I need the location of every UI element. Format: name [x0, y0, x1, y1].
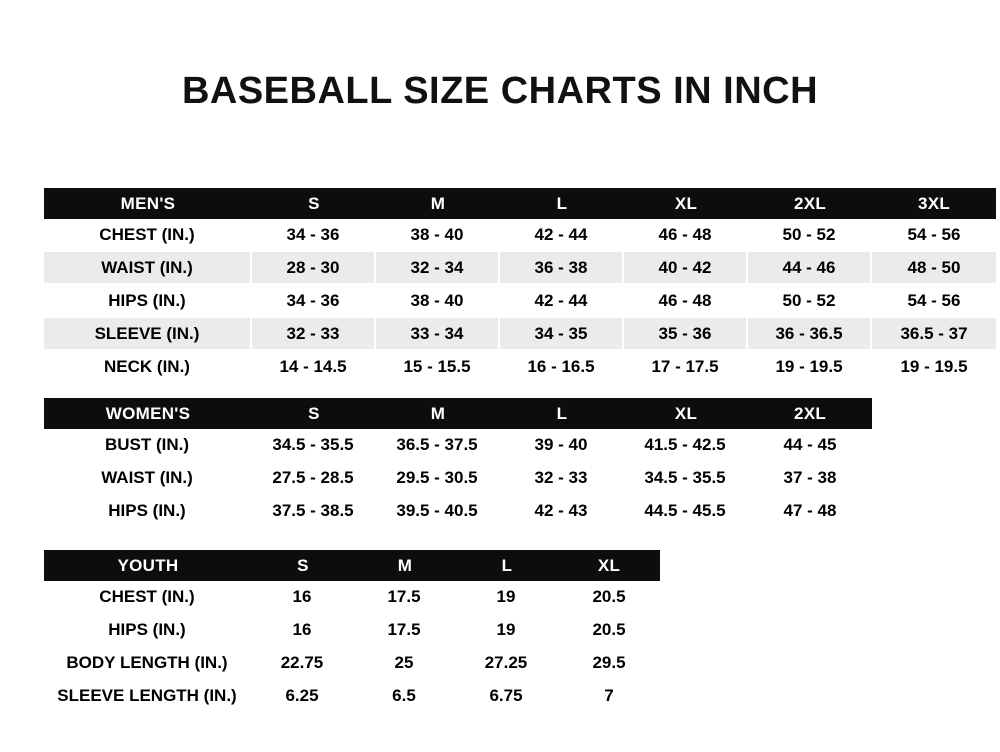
table-header-row: [44, 550, 660, 581]
header-size: 2XL: [748, 188, 872, 219]
measurement-cell: 15 - 15.5: [376, 351, 500, 382]
measurement-cell: 35 - 36: [624, 318, 748, 351]
measurement-cell: 32 - 33: [500, 462, 624, 495]
measurement-cell: 22.75: [252, 647, 354, 680]
measurement-cell: 36 - 38: [500, 252, 624, 285]
header-size: S: [252, 188, 376, 219]
measurement-cell: 42 - 44: [500, 285, 624, 318]
measurement-cell: 34.5 - 35.5: [252, 429, 376, 462]
measurement-cell: 50 - 52: [748, 285, 872, 318]
header-size: L: [500, 188, 624, 219]
header-category: YOUTH: [44, 550, 252, 581]
measurement-cell: 33 - 34: [376, 318, 500, 351]
youth-size-chart: [44, 550, 660, 711]
measurement-cell: 25: [354, 647, 456, 680]
measurement-cell: 6.75: [456, 680, 558, 711]
measurement-cell: 34 - 36: [252, 285, 376, 318]
measurement-cell: 19: [456, 581, 558, 614]
row-label: BODY LENGTH (IN.): [44, 647, 252, 680]
header-category: WOMEN'S: [44, 398, 252, 429]
header-size: M: [354, 550, 456, 581]
measurement-cell: 28 - 30: [252, 252, 376, 285]
mens-size-chart: [44, 188, 996, 382]
measurement-cell: 7: [558, 680, 660, 711]
measurement-cell: 38 - 40: [376, 219, 500, 252]
table-row: [44, 647, 660, 680]
measurement-cell: 20.5: [558, 581, 660, 614]
header-size: S: [252, 550, 354, 581]
womens-table: [44, 398, 872, 526]
header-size: M: [376, 398, 500, 429]
row-label: BUST (IN.): [44, 429, 252, 462]
header-size: L: [456, 550, 558, 581]
measurement-cell: 6.5: [354, 680, 456, 711]
measurement-cell: 39 - 40: [500, 429, 624, 462]
table-row: [44, 462, 872, 495]
row-label: HIPS (IN.): [44, 285, 252, 318]
measurement-cell: 42 - 43: [500, 495, 624, 526]
header-size: XL: [624, 188, 748, 219]
table-row: [44, 318, 996, 351]
measurement-cell: 42 - 44: [500, 219, 624, 252]
measurement-cell: 44 - 45: [748, 429, 872, 462]
measurement-cell: 17.5: [354, 614, 456, 647]
row-label: CHEST (IN.): [44, 581, 252, 614]
measurement-cell: 17.5: [354, 581, 456, 614]
row-label: WAIST (IN.): [44, 252, 252, 285]
table-row: [44, 429, 872, 462]
measurement-cell: 47 - 48: [748, 495, 872, 526]
row-label: SLEEVE (IN.): [44, 318, 252, 351]
measurement-cell: 41.5 - 42.5: [624, 429, 748, 462]
measurement-cell: 34.5 - 35.5: [624, 462, 748, 495]
measurement-cell: 40 - 42: [624, 252, 748, 285]
measurement-cell: 46 - 48: [624, 285, 748, 318]
measurement-cell: 44 - 46: [748, 252, 872, 285]
measurement-cell: 27.5 - 28.5: [252, 462, 376, 495]
measurement-cell: 34 - 35: [500, 318, 624, 351]
measurement-cell: 6.25: [252, 680, 354, 711]
measurement-cell: 50 - 52: [748, 219, 872, 252]
measurement-cell: 36.5 - 37.5: [376, 429, 500, 462]
table-row: [44, 680, 660, 711]
table-row: [44, 252, 996, 285]
row-label: SLEEVE LENGTH (IN.): [44, 680, 252, 711]
measurement-cell: 36 - 36.5: [748, 318, 872, 351]
measurement-cell: 34 - 36: [252, 219, 376, 252]
header-size: 2XL: [748, 398, 872, 429]
measurement-cell: 46 - 48: [624, 219, 748, 252]
measurement-cell: 27.25: [456, 647, 558, 680]
header-size: 3XL: [872, 188, 996, 219]
table-row: [44, 219, 996, 252]
measurement-cell: 36.5 - 37: [872, 318, 996, 351]
row-label: HIPS (IN.): [44, 614, 252, 647]
row-label: CHEST (IN.): [44, 219, 252, 252]
header-size: S: [252, 398, 376, 429]
page-title: BASEBALL SIZE CHARTS IN INCH: [181, 70, 819, 112]
measurement-cell: 54 - 56: [872, 219, 996, 252]
measurement-cell: 16 - 16.5: [500, 351, 624, 382]
measurement-cell: 29.5 - 30.5: [376, 462, 500, 495]
measurement-cell: 29.5: [558, 647, 660, 680]
measurement-cell: 48 - 50: [872, 252, 996, 285]
measurement-cell: 32 - 33: [252, 318, 376, 351]
header-size: XL: [624, 398, 748, 429]
header-size: XL: [558, 550, 660, 581]
table-row: [44, 614, 660, 647]
youth-table: [44, 550, 660, 711]
row-label: NECK (IN.): [44, 351, 252, 382]
table-row: [44, 581, 660, 614]
measurement-cell: 39.5 - 40.5: [376, 495, 500, 526]
header-size: L: [500, 398, 624, 429]
measurement-cell: 44.5 - 45.5: [624, 495, 748, 526]
row-label: HIPS (IN.): [44, 495, 252, 526]
table-header-row: [44, 398, 872, 429]
measurement-cell: 54 - 56: [872, 285, 996, 318]
measurement-cell: 37 - 38: [748, 462, 872, 495]
table-header-row: [44, 188, 996, 219]
header-category: MEN'S: [44, 188, 252, 219]
measurement-cell: 19: [456, 614, 558, 647]
womens-size-chart: [44, 398, 872, 526]
table-row: [44, 495, 872, 526]
measurement-cell: 14 - 14.5: [252, 351, 376, 382]
measurement-cell: 37.5 - 38.5: [252, 495, 376, 526]
measurement-cell: 32 - 34: [376, 252, 500, 285]
measurement-cell: 16: [252, 614, 354, 647]
row-label: WAIST (IN.): [44, 462, 252, 495]
measurement-cell: 19 - 19.5: [872, 351, 996, 382]
table-row: [44, 285, 996, 318]
measurement-cell: 17 - 17.5: [624, 351, 748, 382]
measurement-cell: 20.5: [558, 614, 660, 647]
measurement-cell: 16: [252, 581, 354, 614]
mens-table: [44, 188, 996, 382]
header-size: M: [376, 188, 500, 219]
measurement-cell: 38 - 40: [376, 285, 500, 318]
measurement-cell: 19 - 19.5: [748, 351, 872, 382]
table-row: [44, 351, 996, 382]
